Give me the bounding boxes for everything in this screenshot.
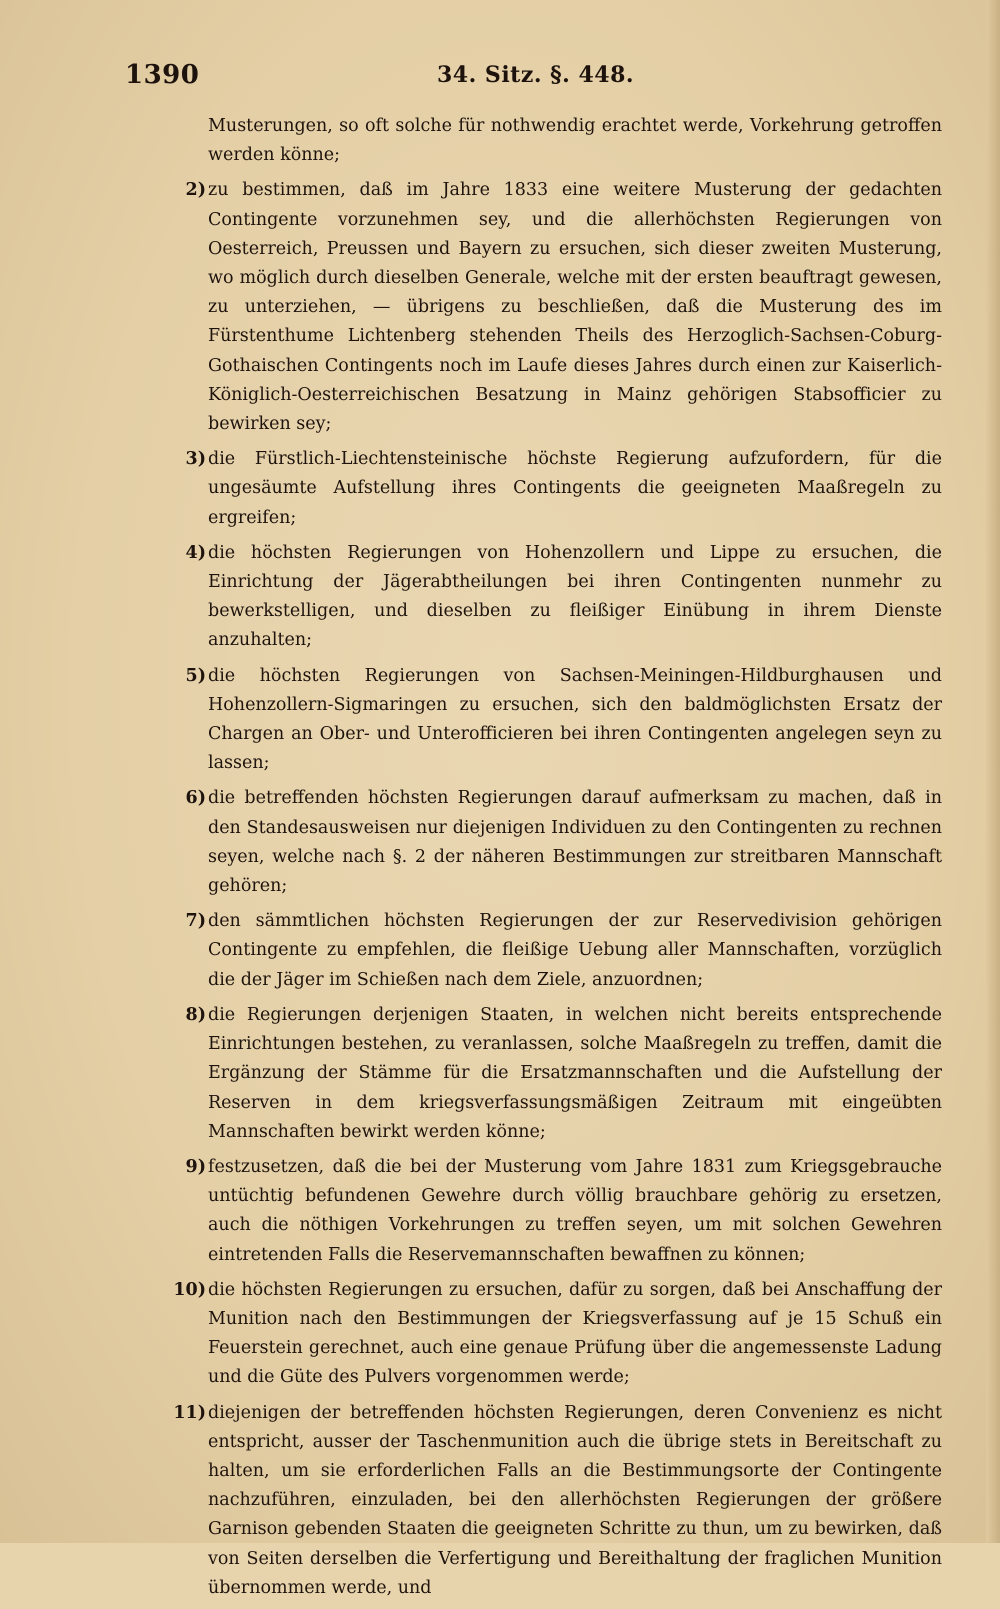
list-item [160, 1153, 942, 1270]
item-text: diejenigen der betreffenden höchsten Regierungen, deren Convenienz es nicht entspricht, ausser der Taschenmunition auch die übrige stets in Bereitschaft zu halten, um sie erforderlichen Falls an die Bestimmungsorte der Contingente nachzuführen, einzuladen, bei den allerhöchsten Regierungen der größere Garnison gebenden Staaten die geeigneten Schritte zu thun, um zu bewirken, daß von Seiten derselben die Verfertigung und Bereithaltung der fraglichen Munition übernommen werde, und [208, 1402, 942, 1598]
text-body [160, 112, 942, 1609]
item-number: 7) [185, 911, 206, 932]
item-number: 3) [185, 449, 206, 470]
item-text: festzusetzen, daß die bei der Musterung vom Jahre 1831 zum Kriegsgebrauche untüchtig befundenen Gewehre durch völlig brauchbare gehörig zu ersetzen, auch die nöthigen Vorkehrungen zu treffen seyen, um mit solchen Gewehren eintretenden Falls die Reservemannschaften bewaffnen zu können; [208, 1156, 942, 1265]
item-text: zu bestimmen, daß im Jahre 1833 eine weitere Musterung der gedachten Contingente vorzunehmen sey, und die allerhöchsten Regierungen von Oesterreich, Preussen und Bayern zu ersuchen, sich dieser zweiten Musterung, wo möglich durch dieselben Generale, welche mit der ersten beauftragt gewesen, zu unterziehen, — übrigens zu beschließen, daß die Musterung des im Fürstenthume Lichtenberg stehenden Theils des Herzoglich-Sachsen-Coburg-Gothaischen Contingents noch im Laufe dieses Jahres durch einen zur Kaiserlich-Königlich-Oesterreichischen Besatzung in Mainz gehörigen Stabsofficier zu bewirken sey; [208, 180, 942, 435]
running-head: 34. Sitz. §. 448. [437, 62, 635, 88]
list-item [160, 784, 942, 901]
item-number: 11) [173, 1402, 206, 1423]
item-text: die höchsten Regierungen zu ersuchen, dafür zu sorgen, daß bei Anschaffung der Munition nach den Bestimmungen der Kriegsverfassung auf je 15 Schuß ein Feuerstein gerechnet, auch eine genaue Prüfung über die angemessenste Ladung und die Güte des Pulvers vorgenommen werde; [208, 1279, 942, 1388]
item-number: 2) [185, 180, 206, 201]
list-item [160, 1399, 942, 1603]
list-item [160, 907, 942, 995]
list-item [160, 662, 942, 779]
list-item [160, 1001, 942, 1147]
list-item [160, 539, 942, 656]
lead-paragraph: Musterungen, so oft solche für nothwendig erachtet werde, Vorkehrung getroffen werden könne; [208, 116, 942, 166]
page-edge [986, 0, 1000, 1543]
item-number: 4) [185, 542, 206, 563]
item-number: 10) [173, 1279, 206, 1300]
item-text: die Fürstlich-Liechtensteinische höchste Regierung aufzufordern, für die ungesäumte Aufstellung ihres Contingents die geeigneten Maaßregeln zu ergreifen; [208, 449, 942, 528]
item-number: 9) [185, 1156, 206, 1177]
item-text: die Regierungen derjenigen Staaten, in welchen nicht bereits entsprechende Einrichtungen bestehen, zu veranlassen, solche Maaßregeln zu treffen, damit die Ergänzung der Stämme für die Ersatzmannschaften und die Aufstellung der Reserven in dem kriegsverfassungsmäßigen Zeitraum mit eingeübten Mannschaften bewirkt werden könne; [208, 1004, 942, 1142]
item-text: die höchsten Regierungen von Hohenzollern und Lippe zu ersuchen, die Einrichtung der Jägerabtheilungen bei ihren Contingenten nunmehr zu bewerkstelligen, und dieselben zu fleißiger Einübung in ihrem Dienste anzuhalten; [208, 542, 942, 651]
item-number: 5) [185, 665, 206, 686]
item-number: 6) [185, 788, 206, 809]
list-item [160, 176, 942, 439]
page-header [125, 60, 945, 100]
page-number: 1390 [125, 60, 200, 90]
item-number: 8) [185, 1004, 206, 1025]
list-item [160, 445, 942, 533]
item-text: den sämmtlichen höchsten Regierungen der zur Reservedivision gehörigen Contingente zu empfehlen, die fleißige Uebung aller Mannschaften, vorzüglich die der Jäger im Schießen nach dem Ziele, anzuordnen; [208, 911, 942, 990]
item-text: die höchsten Regierungen von Sachsen-Meiningen-Hildburghausen und Hohenzollern-Sigmaringen zu ersuchen, sich den baldmöglichsten Ersatz der Chargen an Ober- und Unterofficieren bei ihren Contingenten angelegen seyn zu lassen; [208, 665, 942, 774]
item-text: die betreffenden höchsten Regierungen darauf aufmerksam zu machen, daß in den Standesausweisen nur diejenigen Individuen zu den Contingenten zu rechnen seyen, welche nach §. 2 der näheren Bestimmungen zur streitbaren Mannschaft gehören; [208, 788, 942, 897]
list-item [160, 1276, 942, 1393]
